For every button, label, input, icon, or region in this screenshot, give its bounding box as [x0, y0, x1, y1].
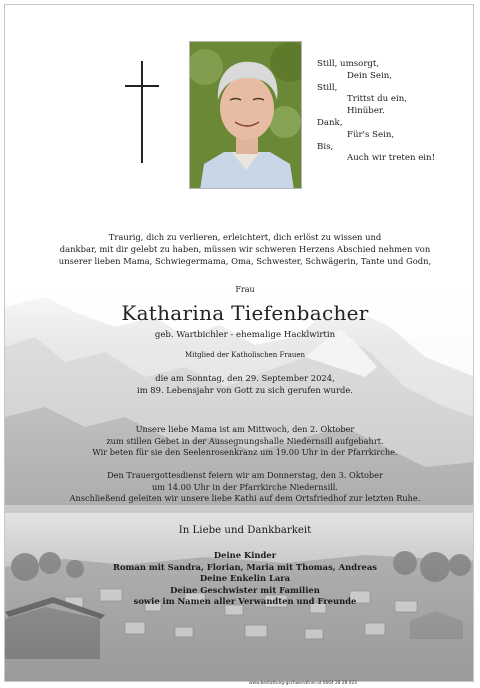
- funeral-line: Anschließend geleiten wir unsere liebe Kathi auf dem Ortsfriedhof zur letzten Ruhe.: [69, 493, 421, 504]
- family-line: Roman mit Sandra, Florian, Maria mit Thomas, Andreas: [113, 561, 377, 572]
- funeral-line: um 14.00 Uhr in der Pfarrkirche Niedernsill.: [151, 481, 339, 492]
- cross-icon: [125, 61, 159, 165]
- family-line: Deine Enkelin Lara: [199, 573, 291, 584]
- death-line: im 89. Lebensjahr von Gott zu sich gerufen wurde.: [137, 385, 353, 396]
- poem-line: Dein Sein,: [347, 70, 392, 81]
- viewing-info: [35, 424, 455, 459]
- death-notice: [45, 372, 445, 396]
- family-line: sowie im Namen aller Verwandten und Freunde: [133, 596, 357, 607]
- poem-line: Trittst du ein,: [347, 94, 407, 105]
- viewing-line: Unsere liebe Mama ist am Mittwoch, den 2. Oktober: [135, 424, 355, 434]
- page-frame: [4, 4, 474, 682]
- poem: [317, 59, 447, 165]
- family-line: Deine Geschwister mit Familien: [170, 584, 320, 595]
- poem-line: Hinüber.: [347, 106, 385, 117]
- deceased-subtitle: geb. Wartbichler - ehemalige Hacklwirtin: [154, 330, 336, 340]
- membership: Mitglied der Katholischen Frauen: [184, 351, 306, 359]
- viewing-line: zum stillen Gebet in der Aussegnungshalle Niedernsill aufgebahrt.: [106, 435, 384, 446]
- closing-phrase: In Liebe und Dankbarkeit: [178, 525, 312, 536]
- intro-line: Traurig, dich zu verlieren, erleichtert, dich erlöst zu wissen und: [108, 232, 382, 242]
- portrait-photo: [189, 41, 302, 189]
- poem-line: Dank,: [317, 117, 343, 128]
- viewing-line: Wir beten für sie den Seelenrosenkranz um 19.00 Uhr in der Pfarrkirche.: [92, 447, 398, 458]
- intro-text: [45, 231, 445, 268]
- poem-line: Still,: [317, 82, 338, 93]
- deceased-name: Katharina Tiefenbacher: [121, 301, 369, 325]
- poem-line: Für's Sein,: [347, 129, 395, 140]
- footer-contact: www.bestattung-gschwendtner.at 0664 28 28 023: [249, 681, 357, 686]
- intro-line: unserer lieben Mama, Schwiegermama, Oma, Schwester, Schwägerin, Tante und Godn,: [58, 256, 432, 267]
- funeral-line: Den Trauergottesdienst feiern wir am Donnerstag, den 3. Oktober: [107, 470, 383, 480]
- family-list: [35, 550, 455, 608]
- poem-line: Bis,: [317, 141, 334, 152]
- intro-line: dankbar, mit dir gelebt zu haben, müssen wir schweren Herzens Abschied nehmen von: [59, 244, 431, 255]
- poem-line: Still, umsorgt,: [317, 59, 380, 69]
- funeral-info: [35, 470, 455, 505]
- death-line: die am Sonntag, den 29. September 2024,: [155, 373, 335, 383]
- poem-line: Auch wir treten ein!: [347, 153, 436, 164]
- salutation: Frau: [235, 285, 255, 294]
- family-line: Deine Kinder: [213, 550, 277, 560]
